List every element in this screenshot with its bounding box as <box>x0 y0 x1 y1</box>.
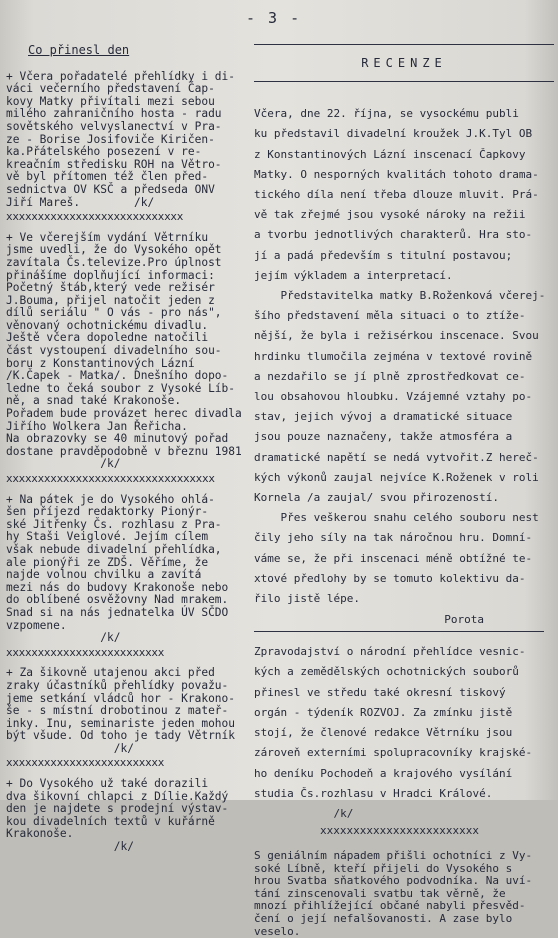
review-line: hrdinku tlumočila zejména v textové rovině <box>254 349 533 363</box>
text-line: + Za šikovně utajenou akci před <box>6 666 215 680</box>
text-line: hy Staši Veiglové. Jejím cílem <box>6 530 209 544</box>
text-line: den je najdete s prodejní výstav- <box>6 802 229 816</box>
text-line: Jiří Mareš. /k/ <box>6 195 155 209</box>
news-line: studia Čs.rozhlasu v Hradci Králové. <box>254 786 493 800</box>
closing-line: S geniálním nápadem přišli ochotníci z Vy- <box>254 849 533 863</box>
text-line: vě byl přítomen též člen před- <box>6 170 209 184</box>
review-line: lou obsahovou hloubku. Vzájemné vztahy po- <box>254 390 533 404</box>
text-line: /k/ <box>6 741 134 755</box>
review-line: Včera, dne 22. října, se vysockému publi <box>254 107 519 121</box>
review-line: váme se, že při inscenaci méně obtížné te- <box>254 551 533 565</box>
review-line: Představitelka matky B.Roženková včerej- <box>254 289 546 303</box>
text-line: ze - Borise Josifoviče Kiričen- <box>6 132 215 146</box>
review-line: Kornela /a zaujal/ svou přirozeností. <box>254 491 500 505</box>
separator: xxxxxxxxxxxxxxxxxxxxxxxxx <box>6 645 165 659</box>
text-line: + Do Vysokého už také dorazili <box>6 777 209 791</box>
text-line: najde volnou chvilku a zavítá <box>6 568 202 582</box>
review-line: vě tak zřejmé jsou vysoké nároky na režii <box>254 208 526 222</box>
closing-line: tání zinscenovali svatbu tak věrně, že <box>254 886 506 900</box>
news-text <box>254 642 554 824</box>
closing-line: soké Líbně, kteří přijeli do Vysokého s <box>254 861 513 875</box>
top-rule <box>254 44 554 45</box>
text-line: jeme setkání vládců hor - Krakono- <box>6 691 236 705</box>
text-line: ně, a snad také Krakonoše. <box>6 394 182 408</box>
news-separator: xxxxxxxxxxxxxxxxxxxxxxxx <box>320 824 479 838</box>
text-line: + Včera pořadatelé přehlídky i di- <box>6 69 236 83</box>
text-line: kreačním středisku ROH na Větro- <box>6 157 222 171</box>
text-line: váci večerního představení Čap- <box>6 82 215 96</box>
closing-line: čení o její nefalšovanosti. A zase bylo <box>254 912 513 926</box>
text-line: J.Bouma, přijel natočit jeden z <box>6 293 215 307</box>
news-item-5 <box>6 778 250 860</box>
review-line: a tvorbu jednotlivých charakterů. Hra sto- <box>254 228 533 242</box>
section-title: Co přinesl den <box>28 43 130 57</box>
review-line: jí a padá především s titulní postavou; <box>254 248 513 262</box>
text-line: do oblíbené osvěžovny Nad mrakem. <box>6 593 229 607</box>
text-line: boru z Konstantinových Lázní <box>6 356 195 370</box>
text-line: še - s místní drobotinou z mateř- <box>6 704 229 718</box>
review-header: RECENZE <box>361 56 447 70</box>
review-signature: Porota <box>444 613 484 627</box>
review-line: dramatické napětí se nedá vytvořit.Z hereč- <box>254 450 539 464</box>
review-line: nější, že byla i režisérkou inscenace. Svou <box>254 329 539 343</box>
news-line: stojí, že členové redakce Větrníku jsou <box>254 726 513 740</box>
text-line: /k/ <box>6 840 134 854</box>
review-line: z Konstantinových Lázní inscenací Čapkovy <box>254 147 526 161</box>
review-line: Přes veškerou snahu celého souboru nest <box>254 511 539 525</box>
text-line: šen příjezd redaktorky Pionýr- <box>6 505 209 519</box>
text-line: přinášíme doplňující informaci: <box>6 268 215 282</box>
right-column <box>254 44 554 938</box>
news-item-2 <box>6 232 250 494</box>
review-line: a nezdařilo se jí plně zprostředkovat ce- <box>254 369 526 383</box>
text-line: kou divadelních textů v kuřárně <box>6 814 215 828</box>
text-line: Krakonoše. <box>6 827 74 841</box>
text-line: kovy Matky přivítali mezi sebou <box>6 94 215 108</box>
review-line: jsou pouze naznačeny, takže atmosféra a <box>254 430 513 444</box>
text-line: mezi nás do budovy Krakonoše nebo <box>6 580 229 594</box>
page-number: - 3 - <box>246 9 302 27</box>
news-item-3 <box>6 494 250 668</box>
text-line: + Ve včerejším vydání Větrníku <box>6 230 209 244</box>
closing-text <box>254 850 554 938</box>
text-line: sednictva OV KSČ a předseda ONV <box>6 182 215 196</box>
news-line: zároveň externími spolupracovníky krajské- <box>254 746 533 760</box>
review-line: šího představení měla situaci o to ztíže- <box>254 309 526 323</box>
text-line: vzpomene. <box>6 618 67 632</box>
text-line: Jiřího Wolkera Jan Řeřicha. <box>6 419 188 433</box>
text-line: být všude. Od toho je tady Větrník <box>6 729 236 743</box>
review-line: ku představil divadelní kroužek J.K.Tyl OB <box>254 127 533 141</box>
review-line: čily jeho síly na tak náročnou hru. Domní- <box>254 531 533 545</box>
news-item-4 <box>6 667 250 778</box>
closing-line: veselo. <box>254 924 301 938</box>
text-line: + Na pátek je do Vysokého ohlá- <box>6 492 215 506</box>
separator: xxxxxxxxxxxxxxxxxxxxxxxxxxxxxxxxx <box>6 472 215 485</box>
text-line: Snad si na nás jednatelka ÚV SČDO <box>6 605 229 619</box>
review-text <box>254 104 554 609</box>
review-line: stav, jejich vývoj a dramatické situace <box>254 410 513 424</box>
text-line: zraky účastníků přehlídky považu- <box>6 678 229 692</box>
news-item-1 <box>6 71 250 232</box>
news-line: ho deníku Pochodeň a krajového vysílání <box>254 766 513 780</box>
news-line: Zpravodajství o národní přehlídce vesnic- <box>254 645 526 659</box>
text-line: dílů seriálu " O vás - pro nás", <box>6 306 222 320</box>
left-column <box>6 44 250 860</box>
text-line: ské Jitřenky Čs. rozhlasu z Pra- <box>6 517 222 531</box>
text-line: /K.Čapek - Matka/. Dnešního dopo- <box>6 369 229 383</box>
text-line: Početný štáb,který vede režisér <box>6 281 215 295</box>
review-line: xtové předlohy by se tomuto kolektivu da- <box>254 571 526 585</box>
review-line: kých výkonů zaujal nejvíce K.Roženek v roli <box>254 470 539 484</box>
news-line: přinesl ve středu také okresní tiskový <box>254 685 506 699</box>
text-line: dostane pravděpodobně v březnu 1981 <box>6 444 242 458</box>
text-line: ale pionýři ze ZDŠ. Věříme, že <box>6 555 209 569</box>
text-line: jsme uvedli, že do Vysokého opět <box>6 243 222 257</box>
text-line: věnovaný ochotnickému divadlu. <box>6 318 209 332</box>
news-line: /k/ <box>254 806 354 820</box>
text-line: inky. Inu, seminariste jeden mohou <box>6 716 236 730</box>
review-line: jejím výkladem a interpretací. <box>254 268 453 282</box>
text-line: dva šikovní chlapci z Dílie.Každý <box>6 789 229 803</box>
text-line: milého zahraničního hosta - radu <box>6 107 222 121</box>
closing-line: hrou Svatba sňatkového podvodníka. Na uví- <box>254 874 533 888</box>
separator: xxxxxxxxxxxxxxxxxxxxxxxxx <box>6 756 165 770</box>
review-line: Matky. O nesporných kvalitách tohoto drama- <box>254 167 539 181</box>
text-line: Na obrazovky se 40 minutový pořad <box>6 432 229 446</box>
text-line: sovětského velvyslanectví v Pra- <box>6 119 222 133</box>
closing-line: mnozí přihlížející občané nabyli přesvěd- <box>254 899 526 913</box>
text-line: Pořadem bude provázet herec divadla <box>6 407 242 421</box>
review-line: řilo jistě lépe. <box>254 592 360 606</box>
text-line: část vystoupení divadelního sou- <box>6 344 222 358</box>
text-line: zavítala Čs.televize.Pro úplnost <box>6 255 222 269</box>
news-line: kých a zemědělských ochotnických souborů <box>254 665 519 679</box>
text-line: /k/ <box>6 457 121 471</box>
review-line: tického díla není třeba dlouze mluvit. Prá- <box>254 188 539 202</box>
news-line: orgán - týdeník ROZVOJ. Za zmínku jistě <box>254 705 513 719</box>
text-line: Ještě včera dopoledne natočili <box>6 331 209 345</box>
separator: xxxxxxxxxxxxxxxxxxxxxxxxxxxx <box>6 210 184 224</box>
text-line: však nebude divadelní přehlídka, <box>6 542 222 556</box>
text-line: ledne to čeká soubor z Vysoké Líb- <box>6 381 236 395</box>
text-line: ka.Přátelského posezení v re- <box>6 145 202 159</box>
text-line: /k/ <box>6 631 121 645</box>
